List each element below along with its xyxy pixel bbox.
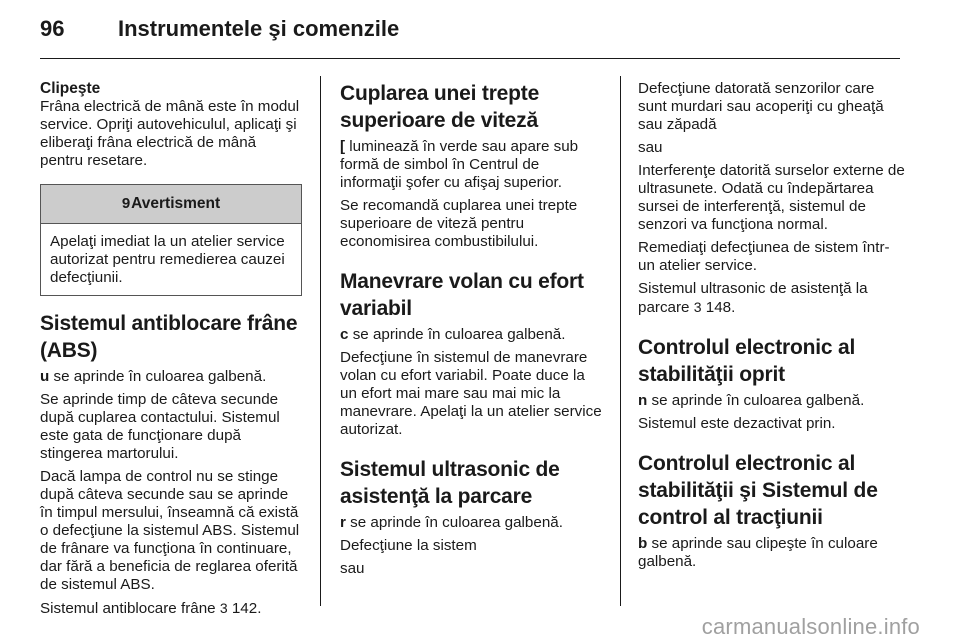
column-middle (340, 80, 604, 583)
esc-icon: b (638, 535, 648, 552)
column-left (40, 80, 302, 623)
gear-shift-heading: Cuplarea unei trepte superioare de viteză (340, 82, 540, 132)
warning-box (40, 184, 302, 296)
parking-line-1: r se aprinde în culoarea galbenă. (340, 514, 563, 531)
abs-line-1: u se aprinde în culoarea galbenă. (40, 368, 267, 385)
gear-shift-line-1: [ luminează în verde sau apare sub formă de simbol în Centrul de informaţii şofer cu afişaj superior. (340, 138, 579, 191)
interference-paragraph: Interferenţe datorită surselor externe de ultrasunete. Odată cu îndepărtarea sursei de interferenţă, sistemul de senzori va funcţiona normal. (638, 162, 905, 233)
abs-warning-icon: u (40, 368, 50, 385)
page-ref-arrow-icon: 3 (693, 299, 702, 315)
warning-triangle-icon: 9 (121, 195, 131, 212)
abs-heading: Sistemul antiblocare frâne (ABS) (40, 312, 298, 362)
watermark: carmanualsonline.info (701, 614, 920, 639)
steering-line-1: c se aprinde în culoarea galbenă. (340, 326, 566, 343)
steering-wheel-icon: c (340, 326, 349, 343)
sensor-dirty-paragraph: Defecţiune datorată senzorilor care sunt murdari sau acoperiţi cu gheaţă sau zăpadă (638, 80, 884, 133)
flashing-text: Frâna electrică de mână este în modul service. Opriţi autovehiculul, aplicaţi şi eliberaţi frâna electrică de mână pentru resetare. (40, 98, 300, 169)
esc-off-heading: Controlul electronic al stabilităţii oprit (638, 336, 856, 386)
page-header-title: Instrumentele şi comenzile (118, 16, 400, 41)
esc-off-paragraph-2: Sistemul este dezactivat prin. (638, 415, 836, 432)
esc-tc-line-1: b se aprinde sau clipeşte în culoare galbenă. (638, 535, 878, 570)
abs-paragraph-3: Dacă lampa de control nu se stinge după câteva secunde sau se aprinde în timpul mersului, înseamnă că există o defecţiune la sistemul ABS. Sistemul de frânare va funcţiona în continuare, dar fără a beneficia de reglarea oferită de sistemul ABS. (40, 468, 300, 593)
column-divider (620, 76, 621, 606)
abs-paragraph-2: Se aprinde timp de câteva secunde după cuplarea contactului. Sistemul este gata de funcţionare după stingerea martorului. (40, 391, 280, 462)
esc-tc-heading: Controlul electronic al stabilităţii şi Sistemul de control al tracţiunii (638, 452, 878, 529)
remedy-paragraph: Remediaţi defecţiunea de sistem într-un atelier service. (638, 239, 890, 274)
abs-reference: Sistemul antiblocare frâne 3 142. (40, 600, 262, 617)
page-ref-arrow-icon: 3 (219, 600, 228, 616)
column-right (638, 80, 906, 576)
warning-title-bar (41, 185, 301, 224)
column-divider (320, 76, 321, 606)
parking-paragraph-3: sau (340, 560, 365, 577)
page-ref-link[interactable]: 148. (705, 299, 736, 316)
steering-paragraph-2: Defecţiune în sistemul de manevrare volan cu efort variabil. Poate duce la un efort mai mare sau mai mic la manevrare. Apelaţi la un atelier service autorizat. (340, 349, 602, 438)
gear-shift-paragraph-2: Se recomandă cuplarea unei trepte superioare de viteză pentru economisirea combustibilului. (340, 197, 578, 250)
steering-heading: Manevrare volan cu efort variabil (340, 270, 584, 320)
warning-text: Apelaţi imediat la un atelier service autorizat pentru remedierea cauzei defecţiunii. (50, 233, 285, 286)
page-ref-link[interactable]: 142. (231, 600, 262, 617)
esc-off-line-1: n se aprinde în culoarea galbenă. (638, 392, 865, 409)
page-header (40, 14, 900, 59)
esc-off-icon: n (638, 392, 648, 409)
or-paragraph: sau (638, 139, 663, 156)
parking-reference: Sistemul ultrasonic de asistenţă la parcare 3 148. (638, 280, 868, 316)
warning-title: Avertisment (131, 195, 221, 212)
page-number: 96 (40, 16, 65, 41)
parking-heading: Sistemul ultrasonic de asistenţă la parcare (340, 458, 560, 508)
parking-paragraph-2: Defecţiune la sistem (340, 537, 477, 554)
gear-shift-icon: [ (340, 138, 346, 155)
flashing-heading: Clipeşte (40, 80, 101, 97)
parking-assist-icon: r (340, 514, 346, 531)
